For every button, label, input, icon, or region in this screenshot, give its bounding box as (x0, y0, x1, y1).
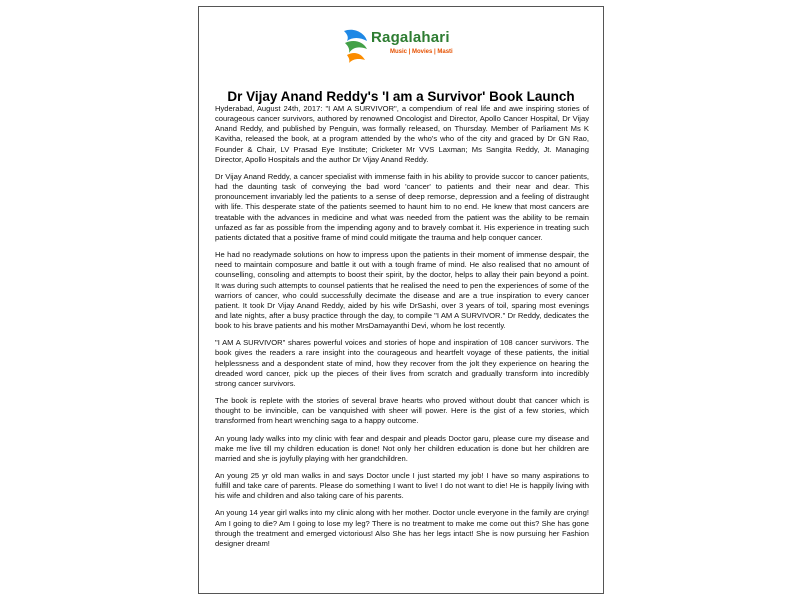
article-paragraph: Hyderabad, August 24th, 2017: "I AM A SURVIVOR", a compendium of real life and awe inspiring stories of courageous cancer survivors, authored by renowned Oncologist and Director, Apollo Cancer Hospital, Dr Vijay Anand Reddy, and published by Penguin, was formally released, on Thursday. Member of Parliament Ms K Kavitha, released the book, at a program attended by the who's who of the city and graced by Dr GN Rao, Founder & Chair, LV Prasad Eye Institute; Cricketer Mr VVS Laxman; Ms Sangita Reddy, Jt. Managing Director, Apollo Hospitals and the author Dr Vijay Anand Reddy. (215, 104, 589, 164)
article-paragraph: "I AM A SURVIVOR" shares powerful voices and stories of hope and inspiration of 108 cancer survivors. The book gives the readers a rare insight into the courageous and heartfelt voyage of these patients, the initial helplessness and a despondent state of mind, how they recover from the jolt they experience on hearing the dreaded word cancer, pick up the pieces of their lives from scratch and gradually transform into incredibly strong cancer survivors. (215, 338, 589, 388)
logo-name: Ragalahari (371, 29, 450, 46)
article-title: Dr Vijay Anand Reddy's 'I am a Survivor' Book Launch (227, 89, 575, 104)
article-body (215, 104, 589, 556)
logo-tagline: Music | Movies | Masti (390, 49, 453, 55)
article-paragraph: An young lady walks into my clinic with fear and despair and pleads Doctor garu, please cure my disease and make me live till my children education is done! Not only her children education is done but her children are married and she is joyfully playing with her grandchildren. (215, 433, 589, 463)
article-paragraph: An young 25 yr old man walks in and says Doctor uncle I just started my job! I have so many aspirations to fulfill and take care of parents. Please do something I want to live! I do not want to die! He is happily living with his wife and children and also taking care of his parents. (215, 471, 589, 501)
article-paragraph: He had no readymade solutions on how to impress upon the patients in their moment of immense despair, the need to maintain composure and battle it out with a tough frame of mind. He also realised that no amount of counselling, consoling and attempts to boost their spirit, by the doctor, helps to allay their pain beyond a point. It was during such attempts to counsel patients that he realised the need to pen the experiences of some of the warriors of cancer, who could successfully decimate the disease and are a true inspiration to every cancer patient. It took Dr Vijay Anand Reddy, aided by his wife DrSashi, over 3 years of toil, sparing most evenings and late nights, after a busy practice through the day, to compile "I AM A SURVIVOR." Dr Reddy, dedicates the book to his brave patients and his mother MrsDamayanthi Devi, whom he lost recently. (215, 250, 589, 331)
article-page (198, 6, 604, 594)
ragalahari-logo[interactable] (341, 25, 471, 71)
ragalahari-swirl-icon (341, 25, 371, 65)
article-paragraph: An young 14 year girl walks into my clinic along with her mother. Doctor uncle everyone in the family are crying! Am I going to die? Am I going to lose my leg? There is no treatment to make me come out this? She has gone through the treatment and emerged victorious! Also She has her legs intact! She is now pursuing her Fashion designer dream! (215, 508, 589, 548)
article-paragraph: Dr Vijay Anand Reddy, a cancer specialist with immense faith in his ability to provide succor to cancer patients, had the daunting task of conveying the bad word 'cancer' to patients and their near and dear. This pronouncement invariably led the patients to a sense of deep remorse, depression and a feeling of distraught with life. This desperate state of the patients seemed to haunt him to no end. He knew that most cancers are treatable with the advances in medicine and what was needed from the patient was the ability to be remain unfazed as far as possible from the impending agony and to bravely combat it. His experience in treating such patients dictated that a positive frame of mind could mitigate the trauma and help conquer cancer. (215, 171, 589, 242)
article-paragraph: The book is replete with the stories of several brave hearts who proved without doubt that cancer which is thought to be invincible, can be vanquished with sheer will power. Here is the gist of a few stories, which transformed from heart wrenching saga to a happy outcome. (215, 396, 589, 426)
